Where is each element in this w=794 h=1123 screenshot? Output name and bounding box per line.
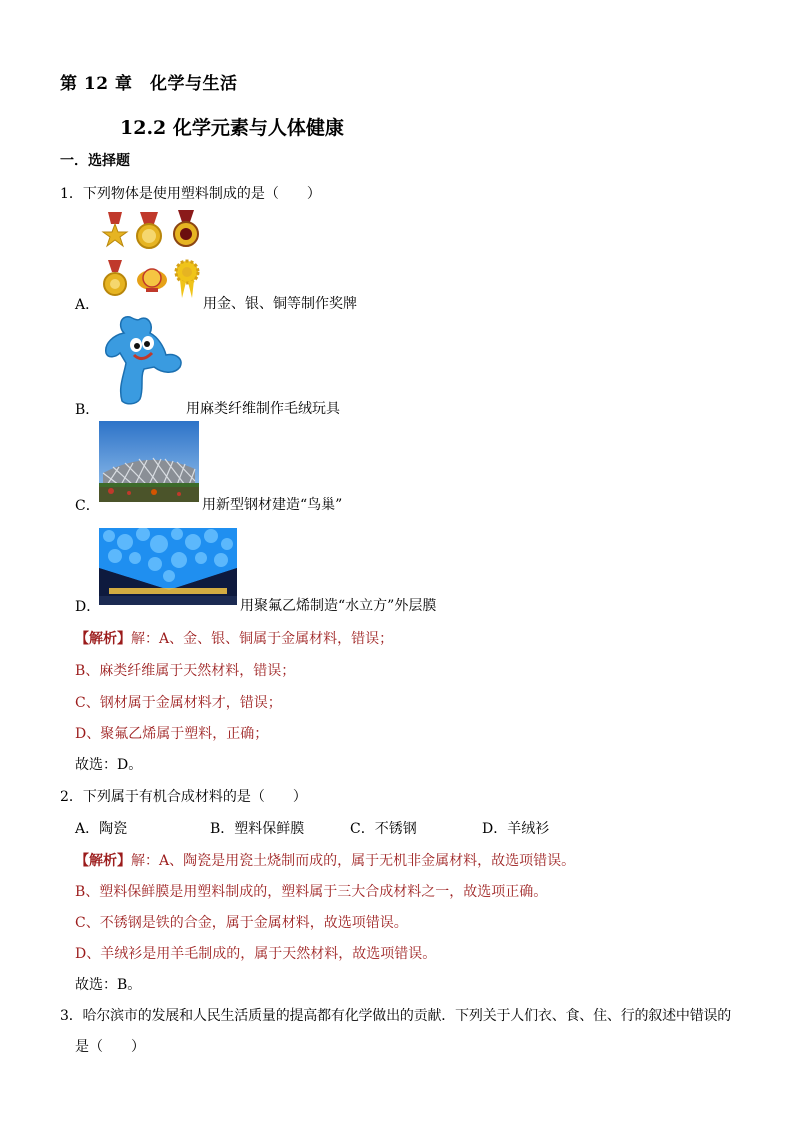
q2-answer: 故选：B。: [75, 977, 142, 993]
q1-analysis-line: C、钢材属于金属材料才，错误；: [75, 695, 282, 711]
q2-option-b: B．塑料保鲜膜: [210, 821, 305, 837]
q2-analysis-line: C、不锈钢是铁的合金，属于金属材料，故选项错误。: [75, 915, 408, 931]
option-d-label: D．: [75, 599, 101, 615]
analysis-tag: 【解析】: [75, 631, 131, 647]
wreath-medal-icon: [137, 269, 167, 292]
q2-option-c: C．不锈钢: [350, 821, 417, 837]
q2-analysis-line: B、塑料保鲜膜是用塑料制成的，塑料属于三大合成材料之一，故选项正确。: [75, 884, 548, 900]
option-b-label: B．: [75, 402, 100, 418]
bronze-medal-icon: [174, 210, 198, 246]
question-2-stem: 2．下列属于有机合成材料的是（ ）: [60, 789, 307, 805]
option-a-text: 用金、银、铜等制作奖牌: [203, 296, 357, 312]
section-heading: 一．选择题: [60, 153, 130, 169]
star-medal-icon: [103, 212, 127, 246]
question-1-stem: 1．下列物体是使用塑料制成的是（ ）: [60, 186, 321, 202]
gold-medal-icon: [137, 212, 161, 248]
question-3-stem-cont: 是（ ）: [75, 1039, 145, 1055]
q2-analysis-line: 解：A、陶瓷是用瓷土烧制而成的，属于无机非金属材料，故选项错误。: [131, 853, 576, 869]
section-title: 12.2 化学元素与人体健康: [120, 117, 344, 139]
medals-image: [100, 210, 200, 302]
option-b-text: 用麻类纤维制作毛绒玩具: [186, 401, 340, 417]
q1-analysis-line: D、聚氟乙烯属于塑料，正确；: [75, 726, 269, 742]
q2-option-a: A．陶瓷: [75, 821, 128, 837]
option-d-text: 用聚氟乙烯制造“水立方”外层膜: [240, 598, 437, 614]
q1-analysis-line: 解：A、金、银、铜属于金属材料，错误；: [131, 631, 394, 647]
q1-analysis-line: B、麻类纤维属于天然材料，错误；: [75, 663, 296, 679]
chapter-title: 第 12 章 化学与生活: [60, 74, 238, 94]
mascot-toy-image: [100, 313, 184, 407]
analysis-tag: 【解析】: [75, 853, 131, 869]
ribbon-medal-icon: [104, 260, 126, 295]
q2-analysis-line: D、羊绒衫是用羊毛制成的，属于天然材料，故选项错误。: [75, 946, 437, 962]
water-cube-image: [99, 528, 237, 605]
birds-nest-stadium-image: [99, 421, 199, 502]
q1-answer: 故选：D。: [75, 757, 143, 773]
q2-option-d: D．羊绒衫: [482, 821, 550, 837]
option-a-label: A．: [75, 297, 100, 313]
question-3-stem: 3．哈尔滨市的发展和人民生活质量的提高都有化学做出的贡献．下列关于人们衣、食、住、行的叙述中错误的: [60, 1008, 732, 1024]
rosette-medal-icon: [176, 261, 198, 298]
option-c-text: 用新型钢材建造“鸟巢”: [202, 497, 343, 513]
option-c-label: C．: [75, 498, 100, 514]
